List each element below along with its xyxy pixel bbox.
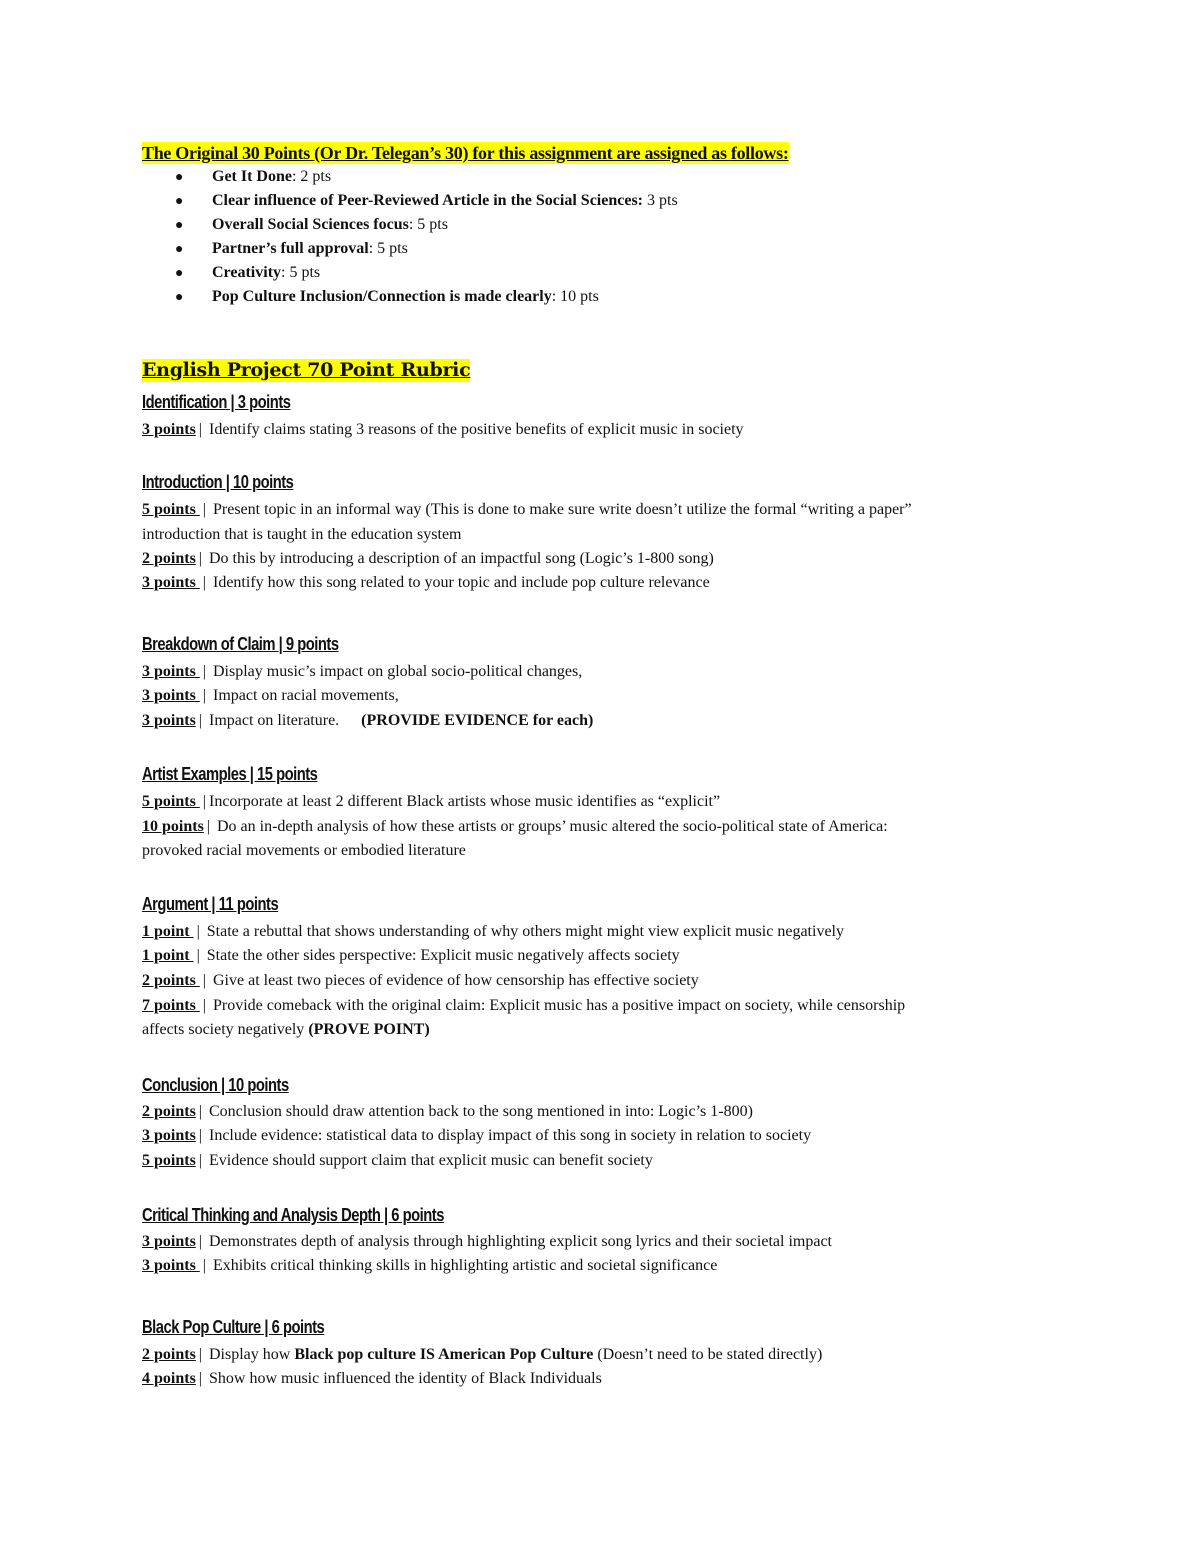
rubric-line: 3 points | Include evidence: statistical data to display impact of this song in society in relation to society — [142, 1127, 812, 1144]
points-label: 10 points — [142, 818, 204, 835]
criterion-text: Provide comeback with the original claim: Explicit music has a positive impact on society, while censorship — [209, 997, 906, 1014]
intro-bullet-list — [175, 168, 678, 312]
rubric-line: 2 points | Do this by introducing a description of an impactful song (Logic’s 1-800 song) — [142, 550, 714, 567]
points-label: 3 points — [142, 663, 200, 680]
criterion-text: Exhibits critical thinking skills in highlighting artistic and societal significance — [209, 1257, 718, 1274]
points-label: 2 points — [142, 972, 200, 989]
rubric-line: 5 points | Evidence should support claim that explicit music can benefit society — [142, 1152, 653, 1169]
rubric-line: 3 points | Demonstrates depth of analysis through highlighting explicit song lyrics and their societal impact — [142, 1233, 832, 1250]
list-item — [175, 216, 678, 240]
bullet-icon: ● — [175, 242, 184, 257]
list-item — [175, 264, 678, 288]
rubric-title: English Project 70 Point Rubric — [142, 359, 471, 381]
points-label: 3 points — [142, 1257, 200, 1274]
points-label: 2 points — [142, 1103, 196, 1120]
criterion-text: affects society negatively — [142, 1021, 309, 1038]
rubric-line-continued: introduction that is taught in the education system — [142, 526, 462, 543]
criterion-text: Display music’s impact on global socio-political changes, — [209, 663, 583, 680]
section-heading-artists: Artist Examples | 15 points — [142, 764, 318, 784]
section-heading-critical-thinking: Critical Thinking and Analysis Depth | 6 points — [142, 1205, 444, 1225]
rubric-line: 10 points | Do an in-depth analysis of how these artists or groups’ music altered the socio-political state of America: — [142, 818, 888, 835]
bullet-value: : 2 pts — [291, 168, 332, 185]
section-heading-identification: Identification | 3 points — [142, 392, 291, 412]
criterion-text: Incorporate at least 2 different Black artists whose music identifies as “explicit” — [209, 793, 721, 810]
bullet-label: Creativity — [212, 264, 282, 281]
bullet-value: : 5 pts — [408, 216, 448, 233]
section-heading-conclusion: Conclusion | 10 points — [142, 1075, 289, 1095]
points-label: 5 points — [142, 1152, 196, 1169]
rubric-line: 3 points | Exhibits critical thinking skills in highlighting artistic and societal significance — [142, 1257, 718, 1274]
bullet-value: : 5 pts — [281, 264, 321, 281]
section-heading-argument: Argument | 11 points — [142, 894, 279, 914]
criterion-text: Do this by introducing a description of an impactful song (Logic’s 1-800 song) — [205, 550, 714, 567]
criterion-text: Include evidence: statistical data to display impact of this song in society in relation to society — [205, 1127, 812, 1144]
rubric-line: 5 points | Incorporate at least 2 different Black artists whose music identifies as “explicit” — [142, 793, 721, 810]
rubric-line: 3 points | Impact on literature. (PROVIDE EVIDENCE for each) — [142, 712, 594, 729]
rubric-line: 3 points | Identify claims stating 3 reasons of the positive benefits of explicit music in society — [142, 421, 744, 438]
bullet-value: : 10 pts — [551, 288, 599, 305]
rubric-line: 3 points | Impact on racial movements, — [142, 687, 399, 704]
bullet-value: 3 pts — [643, 192, 678, 209]
points-label: 5 points — [142, 501, 200, 518]
rubric-line: 1 point | State a rebuttal that shows understanding of why others might might view explicit music negatively — [142, 923, 844, 940]
points-label: 3 points — [142, 712, 196, 729]
bullet-icon: ● — [175, 266, 184, 281]
rubric-line: 1 point | State the other sides perspective: Explicit music negatively affects society — [142, 947, 680, 964]
bullet-icon: ● — [175, 194, 184, 209]
bullet-label: Partner’s full approval — [212, 240, 369, 257]
rubric-line: 5 points | Present topic in an informal way (This is done to make sure write doesn’t utilize the formal “writing a paper” — [142, 501, 912, 518]
rubric-line: 2 points | Conclusion should draw attention back to the song mentioned in into: Logic’s 1-800) — [142, 1103, 753, 1120]
evidence-note: (PROVIDE EVIDENCE for each) — [361, 712, 594, 729]
bullet-label: Get It Done — [212, 168, 292, 185]
emphasis-text: Black pop culture IS American Pop Culture — [294, 1346, 594, 1363]
bullet-label: Overall Social Sciences focus — [212, 216, 409, 233]
rubric-line: 3 points | Identify how this song related to your topic and include pop culture relevance — [142, 574, 710, 591]
intro-title: The Original 30 Points (Or Dr. Telegan’s 30) for this assignment are assigned as follows: — [142, 143, 789, 163]
criterion-text: Demonstrates depth of analysis through highlighting explicit song lyrics and their societal impact — [205, 1233, 832, 1250]
rubric-line: 7 points | Provide comeback with the original claim: Explicit music has a positive impact on society, while censorship — [142, 997, 906, 1014]
bullet-value: : 5 pts — [368, 240, 408, 257]
points-label: 3 points — [142, 574, 200, 591]
bullet-icon: ● — [175, 290, 184, 305]
rubric-line: 3 points | Display music’s impact on global socio-political changes, — [142, 663, 583, 680]
criterion-text: Do an in-depth analysis of how these artists or groups’ music altered the socio-political state of America: — [213, 818, 888, 835]
points-label: 1 point — [142, 947, 194, 964]
rubric-line: 2 points | Give at least two pieces of evidence of how censorship has effective society — [142, 972, 699, 989]
rubric-line-continued — [142, 1020, 430, 1040]
rubric-line: 4 points | Show how music influenced the identity of Black Individuals — [142, 1370, 602, 1387]
bullet-label: Clear influence of Peer-Reviewed Article in the Social Sciences: — [212, 192, 643, 209]
criterion-text: Display how — [205, 1346, 295, 1363]
criterion-text: State a rebuttal that shows understanding of why others might might view explicit music negatively — [202, 923, 844, 940]
points-label: 7 points — [142, 997, 200, 1014]
list-item — [175, 288, 678, 312]
criterion-text: Identify how this song related to your topic and include pop culture relevance — [209, 574, 710, 591]
section-heading-black-pop-culture: Black Pop Culture | 6 points — [142, 1317, 325, 1337]
criterion-text: Identify claims stating 3 reasons of the positive benefits of explicit music in society — [205, 421, 744, 438]
points-label: 3 points — [142, 687, 200, 704]
criterion-text: Show how music influenced the identity of Black Individuals — [205, 1370, 602, 1387]
bullet-label: Pop Culture Inclusion/Connection is made clearly — [212, 288, 552, 305]
criterion-text: Impact on racial movements, — [209, 687, 399, 704]
rubric-line-continued: provoked racial movements or embodied literature — [142, 842, 466, 859]
criterion-text: Conclusion should draw attention back to the song mentioned in into: Logic’s 1-800) — [205, 1103, 753, 1120]
list-item — [175, 192, 678, 216]
section-heading-introduction: Introduction | 10 points — [142, 472, 294, 492]
criterion-text: State the other sides perspective: Explicit music negatively affects society — [202, 947, 680, 964]
section-heading-breakdown: Breakdown of Claim | 9 points — [142, 634, 339, 654]
points-label: 5 points — [142, 793, 200, 810]
points-label: 4 points — [142, 1370, 196, 1387]
points-label: 3 points — [142, 1233, 196, 1250]
prove-point-note: (PROVE POINT) — [308, 1021, 430, 1038]
list-item — [175, 168, 678, 192]
points-label: 2 points — [142, 1346, 196, 1363]
criterion-text: Impact on literature. — [205, 712, 340, 729]
bullet-icon: ● — [175, 170, 184, 185]
points-label: 3 points — [142, 421, 196, 438]
criterion-text: Give at least two pieces of evidence of how censorship has effective society — [209, 972, 699, 989]
bullet-icon: ● — [175, 218, 184, 233]
points-label: 2 points — [142, 550, 196, 567]
criterion-text-after: (Doesn’t need to be stated directly) — [593, 1346, 823, 1363]
rubric-line: 2 points | Display how Black pop culture IS American Pop Culture (Doesn’t need to be stated directly) — [142, 1346, 823, 1363]
points-label: 1 point — [142, 923, 194, 940]
list-item — [175, 240, 678, 264]
criterion-text: Evidence should support claim that explicit music can benefit society — [205, 1152, 653, 1169]
criterion-text: Present topic in an informal way (This is done to make sure write doesn’t utilize the formal “writing a paper” — [209, 501, 912, 518]
points-label: 3 points — [142, 1127, 196, 1144]
